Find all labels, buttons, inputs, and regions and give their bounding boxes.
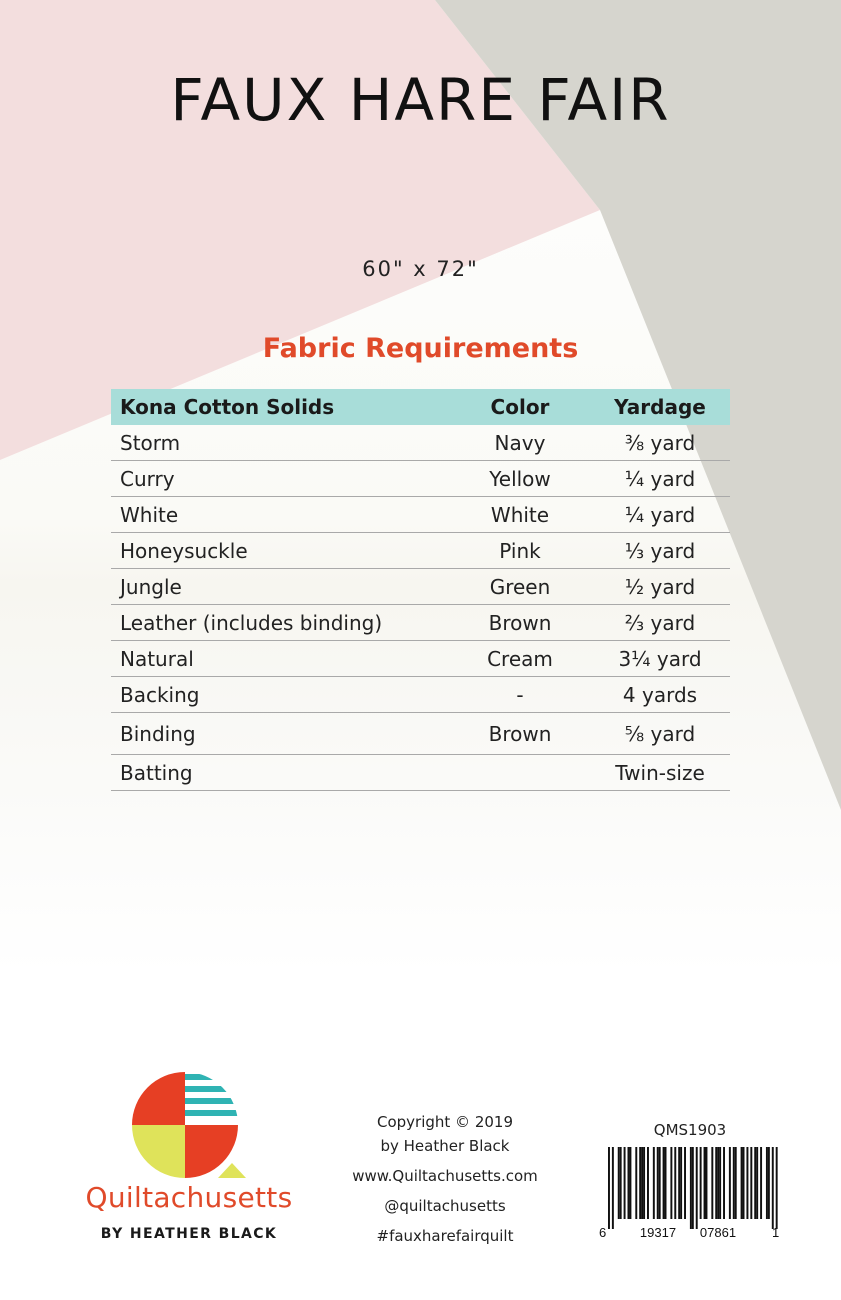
barcode-bar bbox=[706, 1147, 708, 1219]
fabric-yardage: ¼ yard bbox=[590, 461, 730, 497]
barcode-bar bbox=[746, 1147, 748, 1219]
fabric-name: White bbox=[111, 497, 450, 533]
brand-byline: BY HEATHER BLACK bbox=[100, 1226, 278, 1242]
table-row bbox=[111, 569, 730, 605]
table-row bbox=[111, 461, 730, 497]
barcode-bar bbox=[665, 1147, 667, 1219]
fabric-name: Backing bbox=[111, 677, 450, 713]
logo-yellow-triangle bbox=[218, 1163, 246, 1178]
fabric-name: Binding bbox=[111, 713, 450, 755]
barcode-bar bbox=[700, 1147, 702, 1219]
barcode-bar bbox=[641, 1147, 643, 1219]
barcode-bar bbox=[678, 1147, 680, 1219]
barcode-bar bbox=[741, 1147, 743, 1219]
barcode-bar bbox=[628, 1147, 630, 1219]
barcode-bar bbox=[684, 1147, 686, 1219]
logo-red-quarter bbox=[132, 1072, 185, 1125]
fabric-color: Pink bbox=[450, 533, 590, 569]
fabric-yardage: ⅝ yard bbox=[590, 713, 730, 755]
barcode-bar bbox=[735, 1147, 737, 1219]
barcode-bar bbox=[657, 1147, 659, 1219]
fabric-color: - bbox=[450, 677, 590, 713]
barcode-bar bbox=[719, 1147, 721, 1219]
header-color: Color bbox=[450, 389, 590, 425]
fabric-color: White bbox=[450, 497, 590, 533]
header-fabric: Kona Cotton Solids bbox=[111, 389, 450, 425]
barcode-bar bbox=[768, 1147, 770, 1219]
fabric-requirements-heading: Fabric Requirements bbox=[262, 333, 579, 364]
barcode-bar bbox=[663, 1147, 665, 1219]
copyright-text: Copyright © 2019 bbox=[376, 1113, 513, 1131]
barcode bbox=[596, 1143, 786, 1243]
barcode-bar bbox=[711, 1147, 713, 1219]
fabric-yardage: ⅜ yard bbox=[590, 425, 730, 461]
fabric-yardage: ⅔ yard bbox=[590, 605, 730, 641]
fabric-yardage: 3¼ yard bbox=[590, 641, 730, 677]
barcode-bar bbox=[704, 1147, 706, 1219]
barcode-bar bbox=[612, 1147, 614, 1229]
fabric-color: Cream bbox=[450, 641, 590, 677]
fabric-name: Honeysuckle bbox=[111, 533, 450, 569]
barcode-bar bbox=[639, 1147, 641, 1219]
website-link[interactable]: www.Quiltachusetts.com bbox=[352, 1167, 538, 1185]
barcode-bar bbox=[635, 1147, 637, 1219]
quiltachusetts-logo bbox=[60, 1072, 320, 1252]
barcode-bar bbox=[754, 1147, 756, 1219]
barcode-bar bbox=[624, 1147, 626, 1219]
table-row bbox=[111, 425, 730, 461]
barcode-bar bbox=[620, 1147, 622, 1219]
table-header-row bbox=[111, 389, 730, 425]
fabric-name: Jungle bbox=[111, 569, 450, 605]
barcode-bar bbox=[772, 1147, 774, 1229]
fabric-color: Navy bbox=[450, 425, 590, 461]
barcode-digits-left: 19317 bbox=[639, 1225, 677, 1240]
product-code: QMS1903 bbox=[653, 1121, 727, 1139]
barcode-digits-right: 07861 bbox=[699, 1225, 737, 1240]
table-row bbox=[111, 677, 730, 713]
fabric-name: Natural bbox=[111, 641, 450, 677]
fabric-color: Yellow bbox=[450, 461, 590, 497]
fabric-yardage: ¼ yard bbox=[590, 497, 730, 533]
barcode-digit-check: 1 bbox=[772, 1225, 780, 1240]
header-yardage: Yardage bbox=[590, 389, 730, 425]
fabric-yardage: ½ yard bbox=[590, 569, 730, 605]
barcode-bar bbox=[692, 1147, 694, 1229]
barcode-bar bbox=[680, 1147, 682, 1219]
table-row bbox=[111, 605, 730, 641]
page-title: FAUX HARE FAIR bbox=[170, 66, 671, 134]
fabric-color: Green bbox=[450, 569, 590, 605]
barcode-bar bbox=[733, 1147, 735, 1219]
fabric-yardage: Twin-size bbox=[590, 755, 730, 791]
fabric-name: Leather (includes binding) bbox=[111, 605, 450, 641]
fabric-yardage: ⅓ yard bbox=[590, 533, 730, 569]
barcode-bar bbox=[647, 1147, 649, 1219]
barcode-bar bbox=[750, 1147, 752, 1219]
barcode-bar bbox=[690, 1147, 692, 1229]
barcode-digit-lead: 6 bbox=[599, 1225, 607, 1240]
barcode-bar bbox=[766, 1147, 768, 1219]
barcode-bar bbox=[659, 1147, 661, 1219]
table-row bbox=[111, 533, 730, 569]
barcode-bar bbox=[674, 1147, 676, 1219]
barcode-bar bbox=[715, 1147, 717, 1219]
barcode-bar bbox=[723, 1147, 725, 1219]
logo-striped-quarter bbox=[185, 1072, 245, 1132]
logo-yellow-quarter bbox=[132, 1125, 185, 1178]
author-text: by Heather Black bbox=[380, 1137, 510, 1155]
fabric-color: Brown bbox=[450, 713, 590, 755]
social-handle: @quiltachusetts bbox=[384, 1197, 506, 1215]
barcode-bar bbox=[643, 1147, 645, 1219]
barcode-bar bbox=[756, 1147, 758, 1219]
barcode-bar bbox=[618, 1147, 620, 1219]
barcode-bar bbox=[696, 1147, 698, 1229]
fabric-color bbox=[450, 755, 590, 791]
barcode-bar bbox=[743, 1147, 745, 1219]
fabric-requirements-table bbox=[111, 389, 730, 791]
barcode-bar bbox=[670, 1147, 672, 1219]
table-row bbox=[111, 713, 730, 755]
hashtag-text: #fauxharefairquilt bbox=[376, 1227, 514, 1245]
barcode-bar bbox=[717, 1147, 719, 1219]
fabric-name: Storm bbox=[111, 425, 450, 461]
fabric-color: Brown bbox=[450, 605, 590, 641]
barcode-bar bbox=[776, 1147, 778, 1229]
fabric-name: Curry bbox=[111, 461, 450, 497]
fabric-name: Batting bbox=[111, 755, 450, 791]
table-row bbox=[111, 755, 730, 791]
fabric-yardage: 4 yards bbox=[590, 677, 730, 713]
barcode-bar bbox=[653, 1147, 655, 1219]
barcode-bar bbox=[760, 1147, 762, 1219]
table-row bbox=[111, 641, 730, 677]
barcode-bar bbox=[629, 1147, 631, 1219]
quilt-size: 60" x 72" bbox=[362, 257, 479, 281]
barcode-bar bbox=[729, 1147, 731, 1219]
barcode-bars bbox=[608, 1147, 778, 1229]
barcode-bar bbox=[608, 1147, 610, 1229]
brand-name: Quiltachusetts bbox=[85, 1181, 293, 1214]
table-row bbox=[111, 497, 730, 533]
